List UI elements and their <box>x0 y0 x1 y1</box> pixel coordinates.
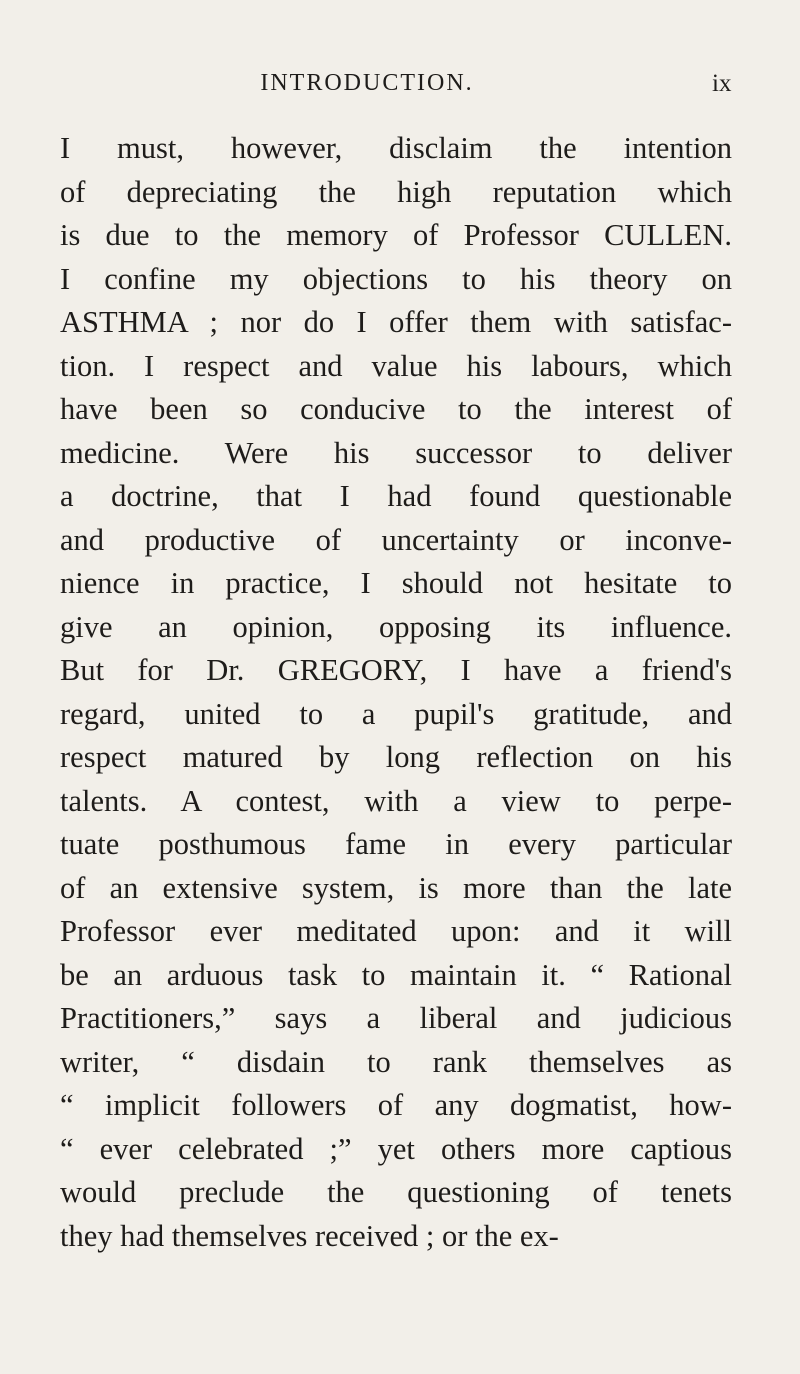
text-line: talents. A contest, with a view to perpe- <box>60 783 732 818</box>
text-line: of an extensive system, is more than the late <box>60 870 732 905</box>
text-line: have been so conducive to the interest of <box>60 392 732 426</box>
text-line: and productive of uncertainty or inconve- <box>60 522 732 557</box>
text-line: give an opinion, opposing its influence. <box>60 609 732 644</box>
text-line: I confine my objections to his theory on <box>60 261 732 296</box>
text-line: of depreciating the high reputation which <box>60 174 732 209</box>
text-line: I must, however, disclaim the intention <box>60 131 732 165</box>
running-title: INTRODUCTION. <box>260 70 474 96</box>
text-line: But for Dr. GREGORY, I have a friend's <box>60 653 732 687</box>
text-line: a doctrine, that I had found questionable <box>60 479 732 513</box>
text-line: “ implicit followers of any dogmatist, how- <box>60 1088 732 1122</box>
text-line: regard, united to a pupil's gratitude, and <box>60 696 732 731</box>
text-line: is due to the memory of Professor CULLEN. <box>60 218 732 252</box>
text-line: “ ever celebrated ;” yet others more captious <box>60 1131 732 1166</box>
text-line: respect matured by long reflection on his <box>60 740 732 774</box>
running-head <box>0 70 800 110</box>
text-line: Practitioners,” says a liberal and judicious <box>60 1001 732 1035</box>
page-number: ix <box>712 70 732 97</box>
text-line: they had themselves received ; or the ex- <box>60 1218 559 1253</box>
text-line: ASTHMA ; nor do I offer them with satisfac- <box>60 305 732 339</box>
text-line: would preclude the questioning of tenets <box>60 1175 732 1209</box>
body-text <box>60 127 732 1258</box>
text-line: be an arduous task to maintain it. “ Rational <box>60 957 732 992</box>
text-line: medicine. Were his successor to deliver <box>60 435 732 470</box>
text-line: nience in practice, I should not hesitate to <box>60 566 732 600</box>
text-line: tuate posthumous fame in every particular <box>60 827 732 861</box>
text-line: writer, “ disdain to rank themselves as <box>60 1044 732 1079</box>
text-line: Professor ever meditated upon: and it will <box>60 914 732 948</box>
text-line: tion. I respect and value his labours, which <box>60 348 732 383</box>
